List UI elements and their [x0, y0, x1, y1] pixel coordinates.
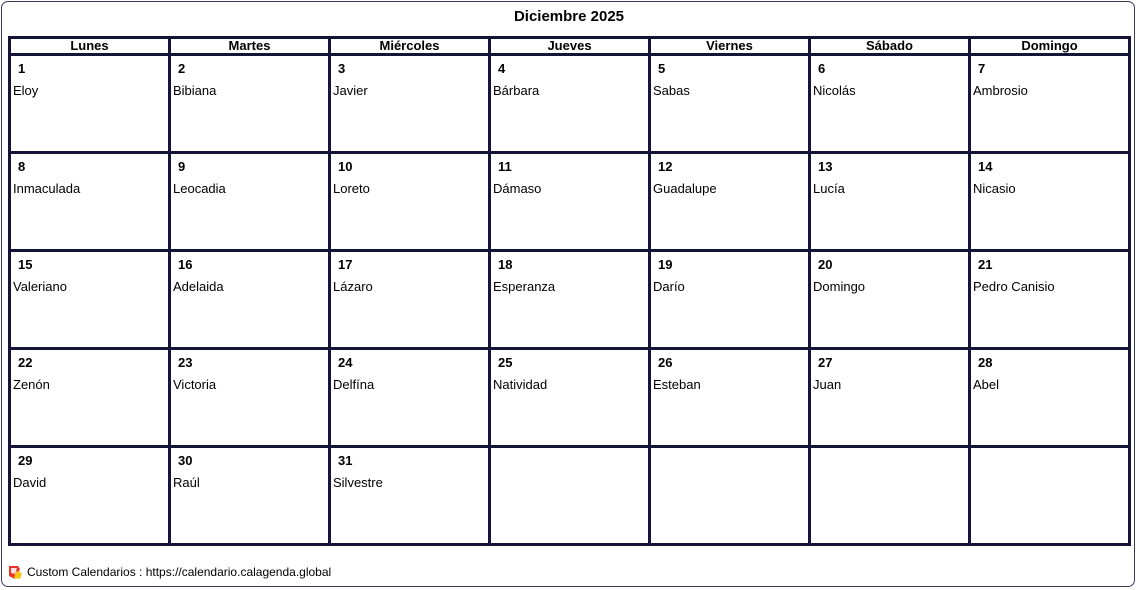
day-number: 6	[818, 61, 826, 76]
day-number: 17	[338, 257, 353, 272]
weekday-header: Viernes	[650, 38, 810, 55]
day-number: 5	[658, 61, 666, 76]
day-number: 19	[658, 257, 673, 272]
day-number: 30	[178, 453, 193, 468]
saint-name: Sabas	[653, 83, 690, 98]
weekday-header: Sábado	[810, 38, 970, 55]
empty-day-cell	[490, 447, 650, 545]
day-number: 29	[18, 453, 33, 468]
calendar-body	[10, 55, 1130, 545]
day-cell	[330, 251, 490, 349]
empty-day-cell	[810, 447, 970, 545]
day-cell	[810, 349, 970, 447]
saint-name: Victoria	[173, 377, 217, 392]
day-cell	[170, 447, 330, 545]
saint-name: Esperanza	[493, 279, 556, 294]
empty-day-cell	[650, 447, 810, 545]
saint-name: Nicolás	[813, 83, 856, 98]
saint-name: Inmaculada	[13, 181, 81, 196]
saint-name: Loreto	[333, 181, 370, 196]
day-cell	[330, 349, 490, 447]
day-cell	[170, 349, 330, 447]
saint-name: Javier	[333, 83, 368, 98]
saint-name: Abel	[973, 377, 1000, 392]
day-cell	[490, 251, 650, 349]
day-number: 11	[498, 159, 512, 174]
day-cell	[330, 447, 490, 545]
day-number: 25	[498, 355, 513, 370]
day-cell	[650, 349, 810, 447]
saint-name: Leocadia	[173, 181, 226, 196]
day-number: 13	[818, 159, 833, 174]
day-number: 8	[18, 159, 26, 174]
day-number: 16	[178, 257, 193, 272]
day-number: 2	[178, 61, 186, 76]
day-cell	[330, 55, 490, 153]
weekday-header: Martes	[170, 38, 330, 55]
day-cell	[650, 153, 810, 251]
saint-name: David	[13, 475, 47, 490]
saint-name: Natividad	[493, 377, 548, 392]
day-cell	[490, 153, 650, 251]
day-number: 31	[338, 453, 353, 468]
weekday-header-row	[10, 38, 1130, 55]
day-number: 14	[978, 159, 993, 174]
day-number: 7	[978, 61, 986, 76]
day-number: 15	[18, 257, 33, 272]
footer	[9, 565, 331, 579]
day-number: 22	[18, 355, 33, 370]
day-number: 20	[818, 257, 833, 272]
calagenda-logo-icon	[9, 566, 22, 579]
saint-name: Lázaro	[333, 279, 373, 294]
week-row	[10, 153, 1130, 251]
saint-name: Esteban	[653, 377, 701, 392]
day-number: 24	[338, 355, 353, 370]
day-number: 28	[978, 355, 993, 370]
saint-name: Nicasio	[973, 181, 1016, 196]
day-number: 27	[818, 355, 833, 370]
day-number: 26	[658, 355, 673, 370]
saint-name: Bibiana	[173, 83, 217, 98]
day-cell	[170, 251, 330, 349]
day-number: 12	[658, 159, 673, 174]
week-row	[10, 447, 1130, 545]
week-row	[10, 251, 1130, 349]
saint-name: Adelaida	[173, 279, 224, 294]
weekday-header: Jueves	[490, 38, 650, 55]
day-cell	[970, 251, 1130, 349]
saint-name: Dámaso	[493, 181, 542, 196]
day-cell	[10, 447, 170, 545]
saint-name: Delfína	[333, 377, 375, 392]
day-cell	[490, 349, 650, 447]
day-cell	[650, 55, 810, 153]
day-number: 4	[498, 61, 506, 76]
weekday-header: Miércoles	[330, 38, 490, 55]
week-row	[10, 349, 1130, 447]
saint-name: Raúl	[173, 475, 200, 490]
day-number: 10	[338, 159, 353, 174]
saint-name: Ambrosio	[973, 83, 1028, 98]
saint-name: Juan	[813, 377, 842, 392]
day-cell	[10, 349, 170, 447]
day-cell	[330, 153, 490, 251]
day-cell	[10, 251, 170, 349]
saint-name: Silvestre	[333, 475, 383, 490]
day-number: 3	[338, 61, 346, 76]
day-number: 18	[498, 257, 513, 272]
saint-name: Guadalupe	[653, 181, 717, 196]
day-cell	[970, 153, 1130, 251]
saint-name: Eloy	[13, 83, 39, 98]
day-cell	[10, 55, 170, 153]
day-number: 9	[178, 159, 186, 174]
saint-name: Lucía	[813, 181, 845, 196]
day-cell	[650, 251, 810, 349]
empty-day-cell	[970, 447, 1130, 545]
day-cell	[810, 55, 970, 153]
footer-text: Custom Calendarios : https://calendario.calagenda.global	[27, 565, 332, 579]
weekday-header: Domingo	[970, 38, 1130, 55]
day-cell	[490, 55, 650, 153]
day-cell	[810, 251, 970, 349]
day-cell	[970, 349, 1130, 447]
saint-name: Pedro Canisio	[973, 279, 1055, 294]
calendar-grid	[8, 36, 1131, 546]
day-number: 23	[178, 355, 193, 370]
day-cell	[170, 55, 330, 153]
saint-name: Darío	[653, 279, 685, 294]
day-number: 21	[978, 257, 993, 272]
saint-name: Domingo	[813, 279, 866, 294]
calendar-title: Diciembre 2025	[513, 8, 625, 25]
day-cell	[170, 153, 330, 251]
saint-name: Zenón	[13, 377, 50, 392]
day-cell	[810, 153, 970, 251]
weekday-header: Lunes	[10, 38, 170, 55]
day-number: 1	[18, 61, 26, 76]
saint-name: Bárbara	[493, 83, 540, 98]
week-row	[10, 55, 1130, 153]
saint-name: Valeriano	[13, 279, 67, 294]
day-cell	[10, 153, 170, 251]
day-cell	[970, 55, 1130, 153]
